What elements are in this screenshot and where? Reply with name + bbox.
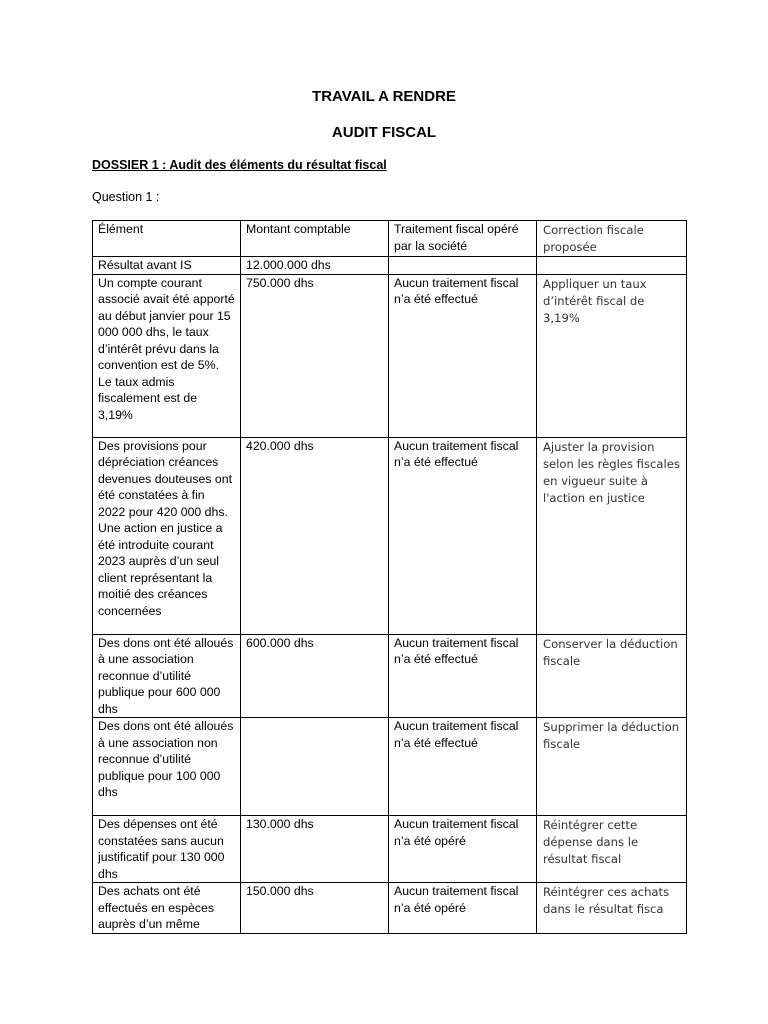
cell-element: Des dépenses ont été constatées sans aucun justificatif pour 130 000 dhs: [93, 816, 241, 883]
table-row: [93, 257, 687, 275]
header-element: Élément: [93, 221, 241, 257]
cell-correction: Réintégrer cette dépense dans le résultat fiscal: [537, 816, 687, 883]
cell-traitement: Aucun traitement fiscal n’a été effectué: [389, 274, 537, 437]
header-traitement: Traitement fiscal opéré par la société: [389, 221, 537, 257]
document-subtitle: AUDIT FISCAL: [331, 124, 437, 141]
table-row: [93, 718, 687, 816]
cell-montant: 750.000 dhs: [241, 274, 389, 437]
cell-montant: 600.000 dhs: [241, 634, 389, 718]
table-row: [93, 883, 687, 934]
cell-element: Des dons ont été alloués à une association reconnue d’utilité publique pour 600 000 dhs: [93, 634, 241, 718]
header-correction: Correction fiscale proposée: [537, 221, 687, 257]
table-row: [93, 274, 687, 437]
table-row: [93, 634, 687, 718]
cell-traitement: Aucun traitement fiscal n’a été effectué: [389, 437, 537, 634]
cell-traitement: [389, 257, 537, 275]
cell-montant: [241, 718, 389, 816]
document-title: TRAVAIL A RENDRE: [312, 88, 456, 105]
cell-correction: Supprimer la déduction fiscale: [537, 718, 687, 816]
cell-element: Résultat avant IS: [93, 257, 241, 275]
cell-montant: 130.000 dhs: [241, 816, 389, 883]
cell-traitement: Aucun traitement fiscal n’a été opéré: [389, 816, 537, 883]
cell-correction: Conserver la déduction fiscale: [537, 634, 687, 718]
cell-element: Des provisions pour dépréciation créances devenues douteuses ont été constatées à fin 2022 pour 420 000 dhs. Une action en justice a été introduite courant 2023 auprès d’un seul client représentant la moitié des créances concernées: [93, 437, 241, 634]
table-row: [93, 437, 687, 634]
cell-correction: Ajuster la provision selon les règles fiscales en vigueur suite à l'action en justice: [537, 437, 687, 634]
cell-montant: 150.000 dhs: [241, 883, 389, 934]
audit-table: [92, 220, 687, 934]
table-row: [93, 816, 687, 883]
cell-element: Des dons ont été alloués à une association non reconnue d’utilité publique pour 100 000 dhs: [93, 718, 241, 816]
cell-element: Un compte courant associé avait été apporté au début janvier pour 15 000 000 dhs, le taux d’intérêt prévu dans la convention est de 5%. Le taux admis fiscalement est de 3,19%: [93, 274, 241, 437]
cell-correction: Appliquer un taux d’intérêt fiscal de 3,19%: [537, 274, 687, 437]
cell-montant: 420.000 dhs: [241, 437, 389, 634]
question-label: Question 1 :: [92, 190, 160, 204]
dossier-heading: DOSSIER 1 : Audit des éléments du résultat fiscal: [92, 158, 387, 172]
cell-traitement: Aucun traitement fiscal n’a été effectué: [389, 718, 537, 816]
cell-traitement: Aucun traitement fiscal n’a été effectué: [389, 634, 537, 718]
cell-correction: Réintégrer ces achats dans le résultat fisca: [537, 883, 687, 934]
header-montant: Montant comptable: [241, 221, 389, 257]
table-header-row: [93, 221, 687, 257]
cell-traitement: Aucun traitement fiscal n’a été opéré: [389, 883, 537, 934]
cell-correction: [537, 257, 687, 275]
cell-montant: 12.000.000 dhs: [241, 257, 389, 275]
cell-element: Des achats ont été effectués en espèces auprès d’un même: [93, 883, 241, 934]
